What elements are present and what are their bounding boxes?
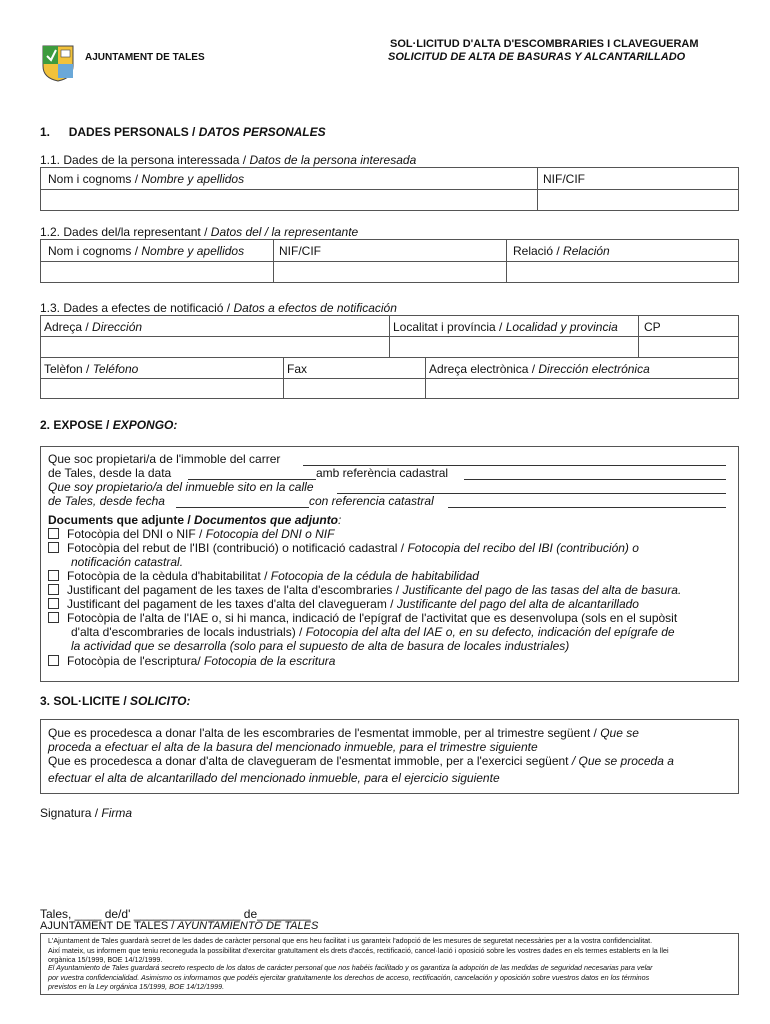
doc-item-waste-fee[interactable] [48,583,681,597]
owner-line-ca [48,452,280,466]
phone-header-ca: Telèfon / [44,362,93,376]
doc-item-iae[interactable] [48,611,677,625]
signature-label-es: Firma [101,806,133,820]
representative-table [40,239,739,283]
cadastral-label-es-text: con referencia catastral [309,494,434,508]
documents-heading [48,513,341,527]
cadastral-label-ca-text: amb referència cadastral [316,466,449,480]
interested-person-table [40,167,739,211]
cadastral-field-es[interactable] [448,507,726,508]
name-header-es: Nombre y apellidos [141,172,245,186]
municipal-logo [41,44,75,82]
privacy-ca-line-2: Així mateix, us informem que teniu reconeguda la possibilitat d'exercitar gratuïtament els drets d'accés, rectificació, cancel·lació i oposició sobre les vostres dades en els termes establerts en la llei [48,945,669,955]
section-1-heading [40,125,326,139]
organization-name: AJUNTAMENT DE TALES [85,52,205,63]
doc-item-dni-es: Fotocopia del DNI o NIF [205,527,335,541]
doc-item-iae-ca-cont: d'alta d'escombraries de locals industrials) / [71,625,306,639]
owner-line-ca-text: Que soc propietari/a de l'immoble del carrer [48,452,281,466]
nif-header: NIF/CIF [543,172,585,186]
documents-heading-ca: Documents que adjunte / [48,513,195,527]
section-3-title-ca: 3. SOL·LICITE / [40,694,131,708]
doc-item-habitability-es: Fotocopia de la cédula de habitabilidad [270,569,479,583]
checkbox-ibi[interactable] [48,542,59,553]
interested-nif-field[interactable] [539,190,737,210]
doc-item-deed-es: Fotocopia de la escritura [204,654,336,668]
rep-relation-header-es: Relación [563,244,610,258]
doc-item-waste-fee-ca: Justificant del pagament de les taxes de l'alta d'escombraries / [67,583,403,597]
locality-header-ca: Localitat i província / [393,320,506,334]
name-header [48,172,244,186]
email-header-es: Dirección electrónica [538,362,650,376]
form-title-spanish: SOLICITUD DE ALTA DE BASURAS Y ALCANTARILLADO [388,51,686,63]
date-field-es[interactable] [176,507,309,508]
address-header [44,320,142,334]
documents-heading-colon: : [338,513,342,527]
place-date-line[interactable]: Tales, ____ de/d' ________________ de________ [40,907,311,921]
subsection-1-3-title-es: Datos a efectos de notificación [233,301,397,315]
form-title-catalan: SOL·LICITUD D'ALTA D'ESCOMBRARIES I CLAVEGUERAM [390,38,699,50]
doc-item-sewer-fee-es: Justificante del pago del alta de alcantarillado [396,597,639,611]
subsection-1-1-title-es: Datos de la persona interesada [249,153,417,167]
rep-name-field[interactable] [42,262,272,282]
request-sewer-line1 [48,754,674,768]
doc-item-iae-ca: Fotocòpia de l'alta de l'IAE o, si hi manca, indicació de l'epígraf de l'activitat que es desenvolupa (sols en el supòsit [67,611,678,625]
cadastral-label-es [309,494,434,508]
section-2-heading [40,418,177,432]
request-sewer-es-a: / Que se proceda a [571,754,674,768]
section-1-title-ca: DADES PERSONALS / [68,125,199,139]
rep-relation-header [513,244,610,258]
locality-field[interactable] [391,337,637,357]
doc-item-ibi[interactable] [48,541,639,555]
doc-item-habitability[interactable] [48,569,479,583]
doc-item-ibi-ca: Fotocòpia del rebut de l'IBI (contribució) o notificació cadastral / [67,541,408,555]
request-waste-ca: Que es procedesca a donar l'alta de les escombraries de l'esmentat immoble, per al trimestre següent / [48,726,601,740]
subsection-1-1-title [40,153,416,167]
checkbox-iae[interactable] [48,612,59,623]
checkbox-waste-fee[interactable] [48,584,59,595]
phone-field[interactable] [42,379,282,398]
address-header-es: Dirección [92,320,143,334]
request-sewer-line2 [48,771,500,785]
privacy-ca-line-3: orgànica 15/1999, BOE 14/12/1999. [48,955,163,965]
doc-item-deed-ca: Fotocòpia de l'escriptura/ [67,654,205,668]
rep-nif-field[interactable] [275,262,505,282]
doc-item-ibi-cont [71,555,183,569]
email-header-ca: Adreça electrònica / [429,362,539,376]
doc-item-waste-fee-es: Justificante del pago de las tasas del alta de basura. [402,583,682,597]
request-sewer-ca: Que es procedesca a donar d'alta de clavegueram de l'esmentat immoble, per a l'exercici següent [48,754,572,768]
section-1-title-es: DATOS PERSONALES [198,125,326,139]
footer-organization-es: AYUNTAMIENTO DE TALES [177,920,319,932]
fax-field[interactable] [285,379,424,398]
locality-header-es: Localidad y provincia [505,320,618,334]
privacy-notice-ca [48,936,733,965]
doc-item-ibi-es-cont: notificación catastral. [71,555,184,569]
section-2-title-es: EXPONGO: [112,418,178,432]
rep-name-header-es: Nombre y apellidos [141,244,245,258]
date-line-ca-text: de Tales, desde la data [48,466,172,480]
email-field[interactable] [427,379,737,398]
subsection-1-1-title-ca: 1.1. Dades de la persona interessada / [40,153,250,167]
date-line-ca [48,466,171,480]
signature-area[interactable] [40,826,739,902]
checkbox-dni[interactable] [48,528,59,539]
rep-relation-header-ca: Relació / [513,244,564,258]
doc-item-sewer-fee[interactable] [48,597,639,611]
privacy-es-line-2: por vuestra confidencialidad. Asimismo os informamos que podéis ejercitar gratuitamente los derechos de acceso, rectificación, cancelación y oposición sobre vuestros datos en los términos [48,972,650,982]
date-line-es-text: de Tales, desde fecha [48,494,165,508]
request-waste-line1 [48,726,639,740]
doc-item-iae-es: Fotocopia del alta del IAE o, en su defecto, indicación del epígrafe de [305,625,675,639]
phone-header [44,362,138,376]
subsection-1-2-title [40,225,358,239]
address-field[interactable] [42,337,388,357]
section-3-title-es: SOLICITO: [130,694,191,708]
cadastral-label-ca [316,466,448,480]
privacy-notice-es [48,963,733,992]
subsection-1-2-title-es: Datos del / la representante [210,225,359,239]
doc-item-sewer-fee-ca: Justificant del pagament de les taxes d'alta del clavegueram / [67,597,397,611]
checkbox-deed[interactable] [48,655,59,666]
doc-item-iae-cont [71,625,675,639]
postal-code-field[interactable] [640,337,737,357]
address-header-ca: Adreça / [44,320,93,334]
fax-header: Fax [287,362,308,376]
owner-line-es-text: Que soy propietario/a del inmueble sito en la calle [48,480,314,494]
footer-organization-ca: AJUNTAMENT DE TALES / [40,920,178,932]
footer-organization [40,920,318,932]
name-header-ca: Nom i cognoms / [48,172,142,186]
doc-item-iae-es-cont: la actividad que se desarrolla (solo para el supuesto de alta de basura de locales industriales) [71,639,570,653]
subsection-1-3-title-ca: 1.3. Dades a efectes de notificació / [40,301,234,315]
signature-label [40,806,132,820]
privacy-es-line-1: El Ayuntamiento de Tales guardará secreto respecto de los datos de carácter personal que nos habéis facilitado y os garantiza la adopción de las medidas de seguridad necesarias para velar [48,963,653,972]
doc-item-habitability-ca: Fotocòpia de la cèdula d'habitabilitat / [67,569,271,583]
owner-line-es [48,480,314,494]
request-waste-es-a: Que se [600,726,639,740]
doc-item-dni[interactable] [48,527,334,541]
doc-item-ibi-es: Fotocopia del recibo del IBI (contribución) o [407,541,639,555]
rep-relation-field[interactable] [508,262,737,282]
section-1-number: 1. [40,125,51,139]
subsection-1-3-title [40,301,397,315]
signature-label-ca: Signatura / [40,806,102,820]
subsection-1-2-title-ca: 1.2. Dades del/la representant / [40,225,211,239]
doc-item-dni-ca: Fotocòpia del DNI o NIF / [67,527,206,541]
privacy-es-line-3: previstos en la Ley orgánica 15/1999, BOE 14/12/1999. [48,982,225,992]
checkbox-habitability[interactable] [48,570,59,581]
privacy-ca-line-1: L'Ajuntament de Tales guardarà secret de les dades de caràcter personal que ens heu facilitat i us garanteix l'adopció de les mesures de seguretat necessàries per a la vostra confidencialitat. [48,936,653,945]
request-waste-es-b: proceda a efectuar el alta de la basura del mencionado inmueble, para el trimestre siguiente [48,740,538,754]
cadastral-field-ca[interactable] [464,479,726,480]
doc-item-iae-cont2 [71,639,569,653]
locality-header [393,320,618,334]
section-3-heading [40,694,190,708]
phone-header-es: Teléfono [92,362,139,376]
rep-name-header [48,244,244,258]
notification-table [40,315,739,399]
rep-nif-header: NIF/CIF [279,244,321,258]
checkbox-sewer-fee[interactable] [48,598,59,609]
request-waste-line2 [48,740,538,754]
documents-heading-es: Documentos que adjunto [194,513,339,527]
date-line-es [48,494,165,508]
rep-name-header-ca: Nom i cognoms / [48,244,142,258]
request-sewer-es-b: efectuar el alta de alcantarillado del mencionado inmueble, para el ejercicio siguiente [48,771,500,785]
section-2-title-ca: 2. EXPOSE / [40,418,113,432]
doc-item-deed[interactable] [48,654,335,668]
email-header [429,362,650,376]
postal-code-header: CP [644,320,661,334]
interested-name-field[interactable] [42,190,536,210]
